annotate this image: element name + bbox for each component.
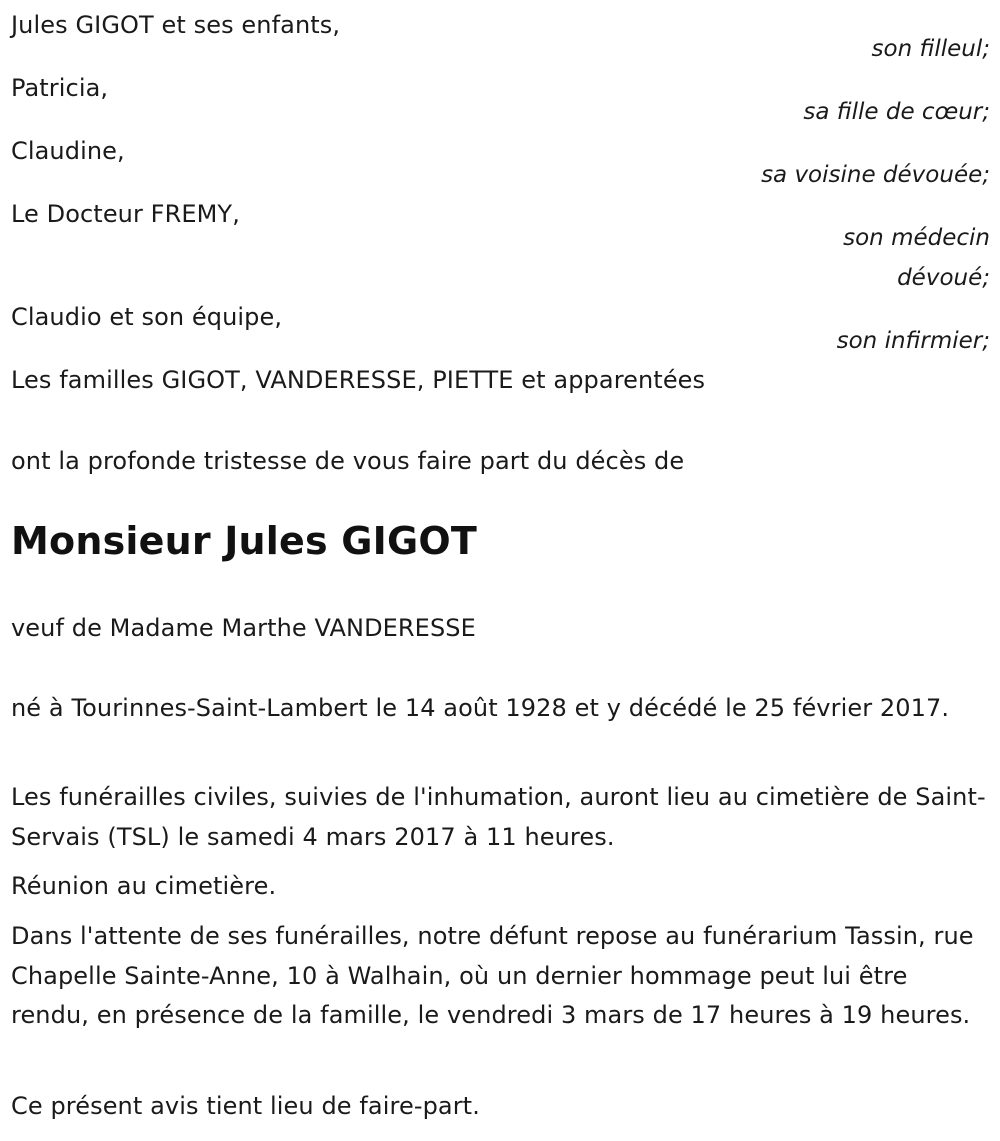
widower-text: veuf de Madame Marthe VANDERESSE	[11, 614, 476, 642]
visitation-text: Dans l'attente de ses funérailles, notre défunt repose au funérarium Tassin, rue Chapelle Sainte-Anne, 10 à Walhain, où un dernier hommage peut lui être rendu, en présence de la famille, le vendredi 3 mars de 17 heures à 19 heures.	[11, 922, 974, 1029]
birth-death-text: né à Tourinnes-Saint-Lambert le 14 août 1928 et y décédé le 25 février 2017.	[11, 694, 950, 722]
family-line-4: Le Docteur FREMY,	[11, 200, 240, 228]
family-role-4a: son médecin	[843, 225, 990, 251]
family-role-5: son infirmier;	[836, 328, 990, 354]
family-line-2: Patricia,	[11, 74, 109, 102]
funeral-text: Les funérailles civiles, suivies de l'inhumation, auront lieu au cimetière de Saint-Servais (TSL) le samedi 4 mars 2017 à 11 heures.	[11, 783, 986, 851]
family-role-4b: dévoué;	[897, 265, 990, 291]
announcement-text: ont la profonde tristesse de vous faire part du décès de	[11, 447, 685, 475]
family-line-3: Claudine,	[11, 137, 125, 165]
meeting-text: Réunion au cimetière.	[11, 872, 277, 900]
closing-text: Ce présent avis tient lieu de faire-part.	[11, 1092, 480, 1120]
family-role-2: sa fille de cœur;	[803, 99, 990, 125]
family-role-1: son filleul;	[871, 36, 990, 62]
family-line-6: Les familles GIGOT, VANDERESSE, PIETTE et apparentées	[11, 366, 706, 394]
family-role-3: sa voisine dévouée;	[761, 162, 990, 188]
family-line-1: Jules GIGOT et ses enfants,	[11, 11, 341, 39]
family-line-5: Claudio et son équipe,	[11, 303, 283, 331]
deceased-name: Monsieur Jules GIGOT	[11, 519, 477, 563]
